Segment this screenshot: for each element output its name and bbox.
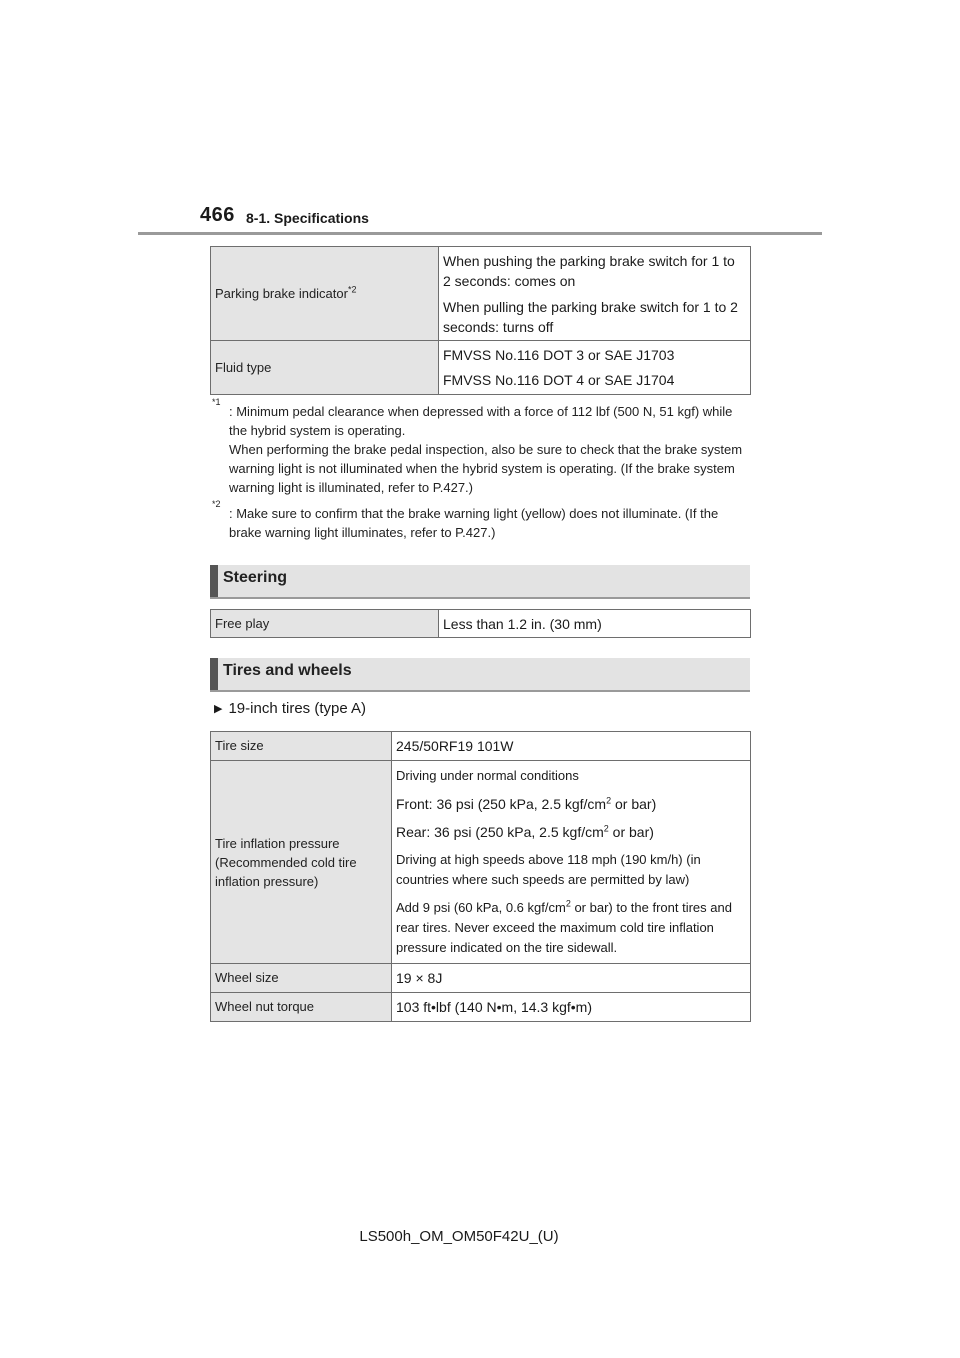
spec-label: Tire inflation pressure (Recommended cold tire inflation pressure) [211, 761, 392, 964]
tires-heading [210, 658, 750, 692]
table-row [211, 993, 751, 1022]
tires-spec-table [210, 731, 751, 1022]
spec-value: Less than 1.2 in. (30 mm) [439, 610, 751, 638]
table-row [211, 247, 751, 341]
table-row [211, 761, 751, 964]
heading-text: Tires and wheels [223, 662, 352, 679]
steering-spec-table [210, 609, 751, 638]
steering-heading [210, 565, 750, 599]
heading-accent [210, 658, 218, 690]
tire-type-subheading: ▶ 19-inch tires (type A) [214, 700, 367, 717]
spec-value: 245/50RF19 101W [392, 732, 751, 761]
spec-value: When pushing the parking brake switch for 1 to 2 seconds: comes on When pulling the parking brake switch for 1 to 2 seconds: turns off [439, 247, 751, 341]
spec-label: Tire size [211, 732, 392, 761]
document-code: LS500h_OM_OM50F42U_(U) [359, 1228, 559, 1245]
spec-label: Wheel nut torque [211, 993, 392, 1022]
page-number: 466 [200, 204, 235, 226]
table-row [211, 964, 751, 993]
section-title: 8-1. Specifications [246, 210, 369, 226]
header-divider [138, 232, 822, 235]
heading-text: Steering [223, 569, 288, 586]
spec-value: 19 × 8J [392, 964, 751, 993]
footnote-2: *2 : Make sure to confirm that the brake warning light (yellow) does not illuminate. (If the brake warning light illuminates, refer to P.427.) [212, 499, 719, 540]
spec-label: Wheel size [211, 964, 392, 993]
spec-value: FMVSS No.116 DOT 3 or SAE J1703 FMVSS No.116 DOT 4 or SAE J1704 [439, 341, 751, 395]
brake-spec-table [210, 246, 751, 395]
spec-label: Free play [211, 610, 439, 638]
spec-label: Parking brake indicator$^{*2}$ [211, 247, 439, 341]
heading-accent [210, 565, 218, 597]
footnote-1: *1 : Minimum pedal clearance when depressed with a force of 112 lbf (500 N, 51 kgf) while the hybrid system is operating. When performing the brake pedal inspection, also be sure to check that the brake system warning light is not illuminated when the hybrid system is operating. (If the brake system warning light is illuminated, refer to P.427.) [212, 397, 743, 495]
spec-label: Fluid type [211, 341, 439, 395]
table-row [211, 732, 751, 761]
triangle-bullet-icon: ▶ [214, 703, 223, 715]
table-row [211, 610, 751, 638]
footnote-ref: *2 [347, 284, 357, 295]
spec-value: 103 ft•lbf (140 N•m, 14.3 kgf•m) [392, 993, 751, 1022]
spec-value: Driving under normal conditions Front: 36 psi (250 kPa, 2.5 kgf/$cm^2$ or bar) Rear: 36 psi (250 kPa, 2.5 kgf/$cm^2$ or bar) Driving at high speeds above 118 mph (190 km/h) (in countries where such speeds are permitted by law) Add 9 psi (60 kPa, 0.6 kgf/$cm^2$ or bar) to the front tires and rear tires. Never exceed the maximum cold tire inflation pressure indicated on the tire sidewall. [392, 761, 751, 964]
table-row [211, 341, 751, 395]
